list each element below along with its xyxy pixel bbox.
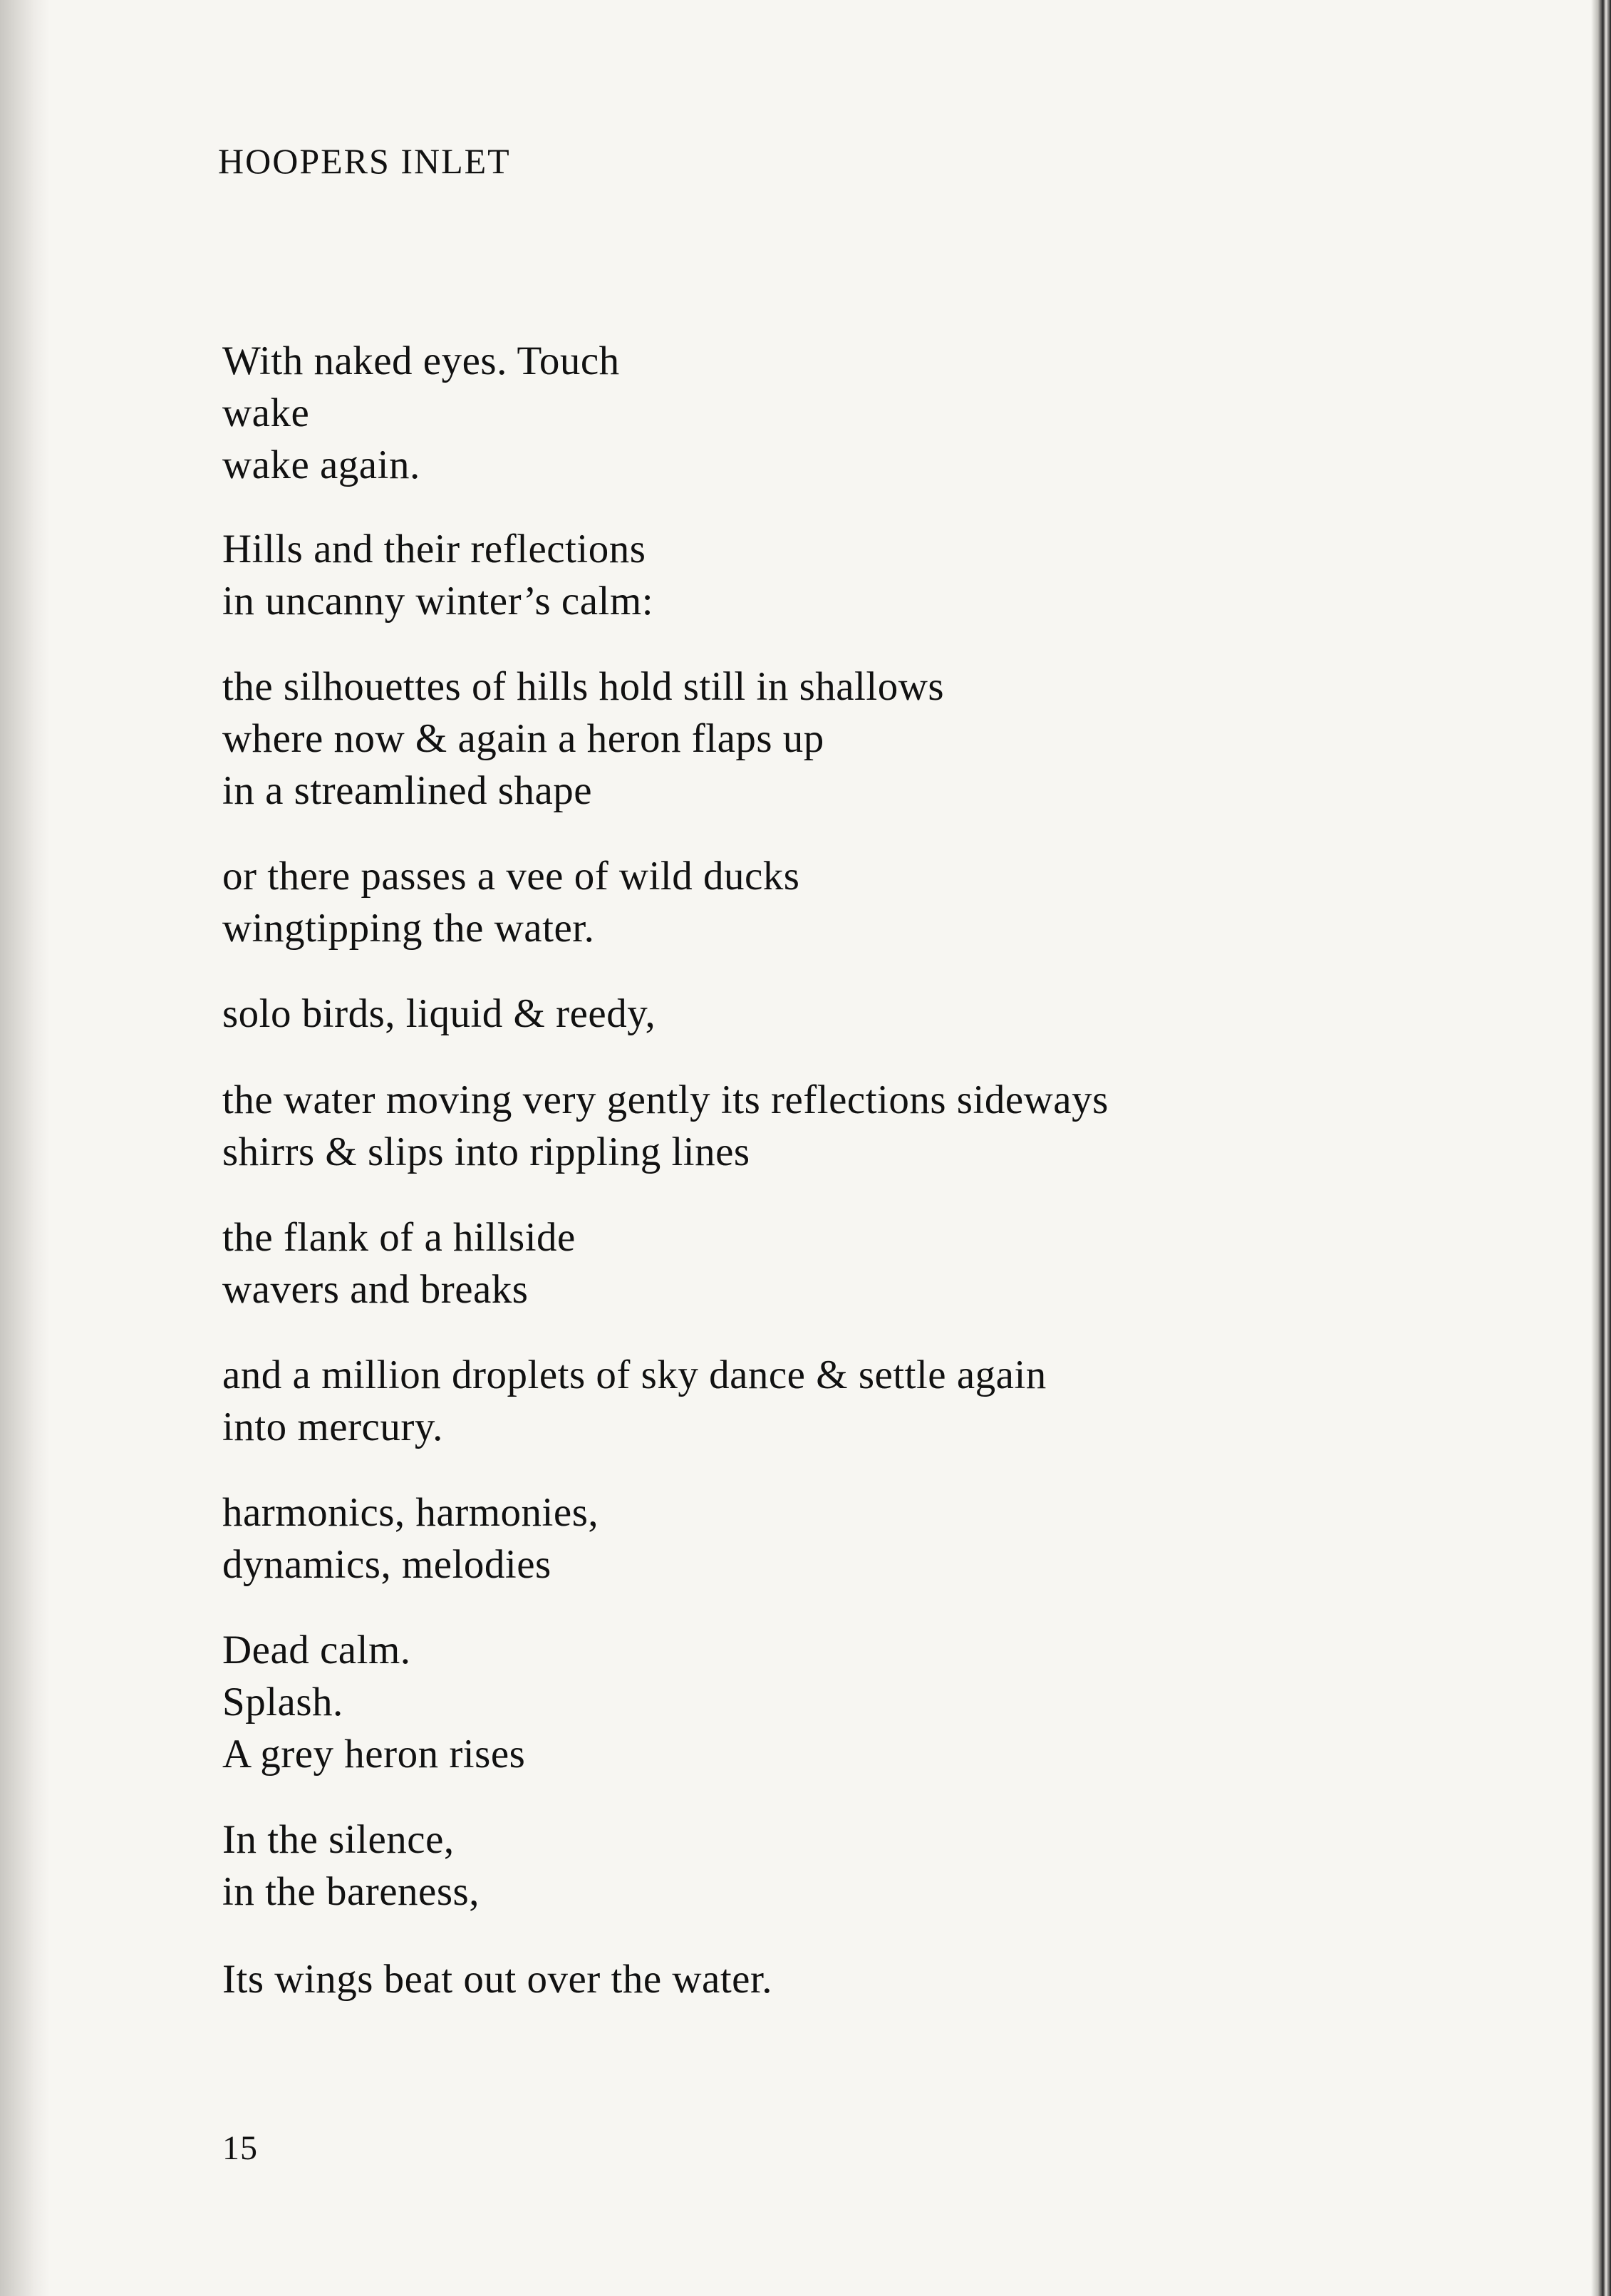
poem-line: wingtipping the water. <box>222 906 595 951</box>
poem-line: and a million droplets of sky dance & settle again <box>222 1353 1047 1397</box>
poem-line: the flank of a hillside <box>222 1215 576 1260</box>
poem-line: in uncanny winter’s calm: <box>222 579 654 624</box>
poem-line: wake again. <box>222 443 420 487</box>
stanza <box>222 1074 1505 1178</box>
stanza <box>222 850 1505 954</box>
poem-body <box>222 335 1505 2005</box>
poem-line: In the silence, <box>222 1817 455 1862</box>
stanza <box>222 1349 1505 1453</box>
stanza <box>222 1486 1505 1591</box>
stanza <box>222 523 1505 627</box>
poem-line: in a streamlined shape <box>222 768 593 813</box>
poem-line: where now & again a heron flaps up <box>222 716 824 761</box>
poem-line: Splash. <box>222 1680 343 1724</box>
poem-line: wake <box>222 391 310 435</box>
poem-line: Hills and their reflections <box>222 527 646 572</box>
stanza <box>222 1953 1505 2005</box>
poem-line: wavers and breaks <box>222 1267 529 1312</box>
stanza <box>222 661 1505 817</box>
poem-line: solo birds, liquid & reedy, <box>222 991 656 1036</box>
poem-line: the silhouettes of hills hold still in shallows <box>222 664 945 709</box>
stanza <box>222 1624 1505 1780</box>
poem-line: dynamics, melodies <box>222 1542 551 1587</box>
page-number: 15 <box>222 2129 258 2167</box>
page-gutter-shadow <box>0 0 50 2296</box>
stanza <box>222 335 1505 491</box>
poem-line: harmonics, harmonies, <box>222 1490 599 1535</box>
poem-title: HOOPERS INLET <box>218 141 511 181</box>
page-edge <box>1591 0 1611 2296</box>
poem-line: in the bareness, <box>222 1869 480 1914</box>
poem-line: or there passes a vee of wild ducks <box>222 854 800 899</box>
stanza <box>222 1814 1505 1918</box>
poem-line: into mercury. <box>222 1405 443 1449</box>
stanza <box>222 988 1505 1040</box>
poem-line: A grey heron rises <box>222 1732 526 1777</box>
poem-line: Its wings beat out over the water. <box>222 1957 773 2002</box>
poem-line: the water moving very gently its reflections sideways <box>222 1077 1109 1122</box>
poem-line: With naked eyes. Touch <box>222 338 620 383</box>
stanza <box>222 1211 1505 1315</box>
poem-line: Dead calm. <box>222 1628 411 1672</box>
poem-line: shirrs & slips into rippling lines <box>222 1129 750 1174</box>
